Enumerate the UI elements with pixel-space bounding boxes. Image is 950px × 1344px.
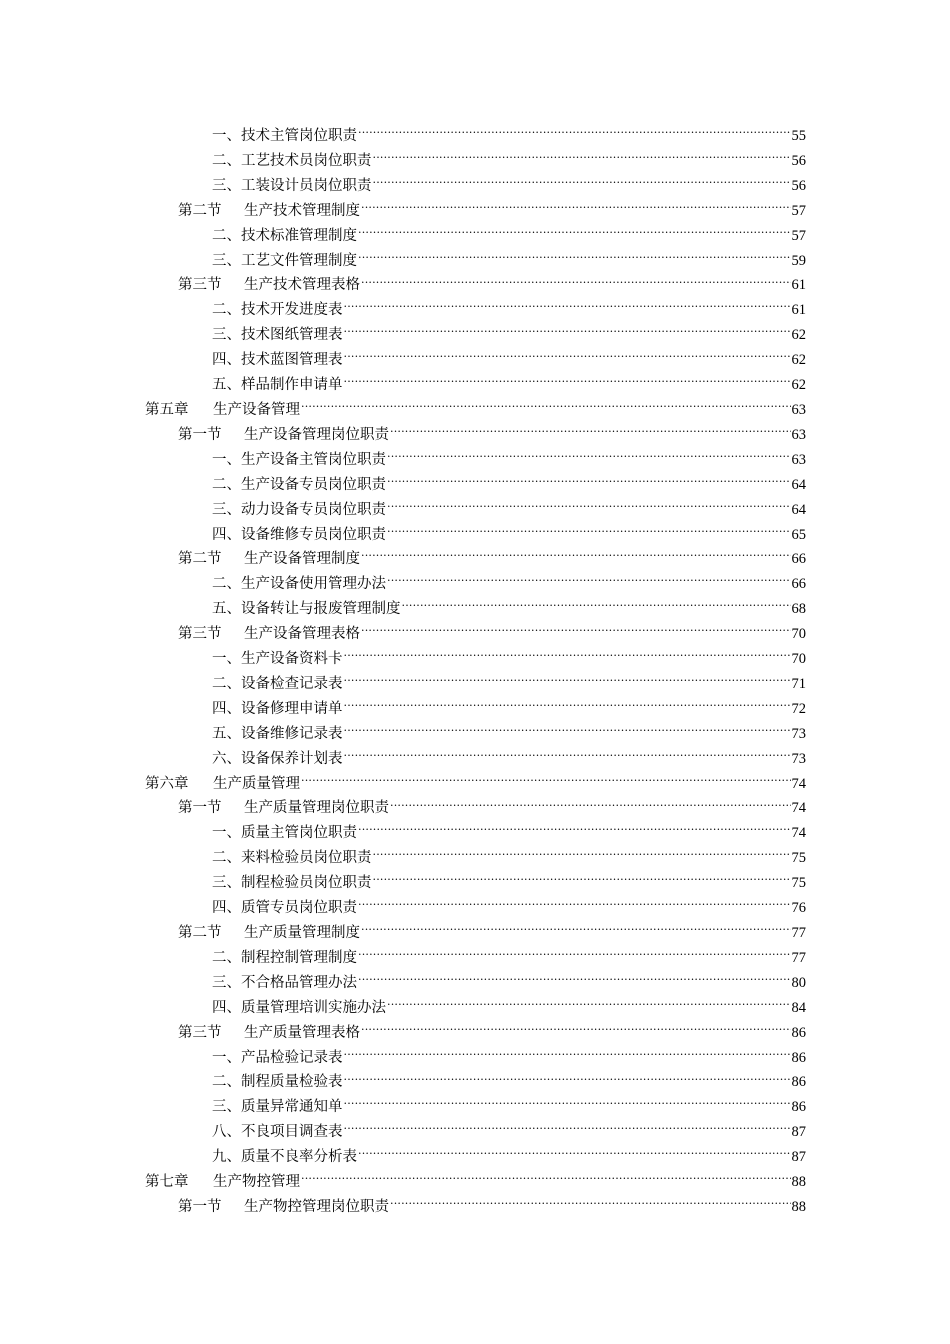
- toc-entry-page-number: 64: [791, 476, 806, 493]
- toc-entry-item[interactable]: [0, 348, 806, 373]
- dot-leader: [344, 325, 791, 340]
- toc-entry-number: 第五章: [145, 401, 189, 418]
- dot-leader: [344, 350, 791, 365]
- toc-entry-title: 三、工装设计员岗位职责: [212, 177, 372, 194]
- toc-entry-page-number: 86: [791, 1099, 806, 1116]
- toc-entry-section[interactable]: [0, 273, 806, 298]
- dot-leader: [301, 773, 791, 788]
- toc-entry-item[interactable]: [0, 1095, 806, 1120]
- toc-entry-title: 二、设备检查记录表: [212, 675, 343, 692]
- toc-entry-title: 四、设备维修专员岗位职责: [212, 526, 386, 543]
- toc-entry-title: 生产设备管理岗位职责: [244, 426, 389, 443]
- dot-leader: [358, 225, 791, 240]
- toc-entry-title: 三、技术图纸管理表: [212, 327, 343, 344]
- toc-entry-item[interactable]: [0, 174, 806, 199]
- toc-entry-number: 第一节: [178, 800, 222, 817]
- toc-entry-page-number: 73: [791, 725, 806, 742]
- toc-entry-title: 生产物控管理岗位职责: [244, 1198, 389, 1215]
- toc-entry-title: 二、生产设备专员岗位职责: [212, 476, 386, 493]
- dot-leader: [358, 972, 791, 987]
- dot-leader: [387, 449, 791, 464]
- toc-entry-number: 第六章: [145, 775, 189, 792]
- dot-leader: [387, 574, 791, 589]
- toc-entry-page-number: 71: [791, 675, 806, 692]
- dot-leader: [358, 1147, 791, 1162]
- toc-entry-page-number: 57: [791, 202, 806, 219]
- toc-entry-section[interactable]: [0, 423, 806, 448]
- toc-entry-page-number: 74: [791, 825, 806, 842]
- toc-entry-page-number: 55: [791, 128, 806, 144]
- toc-entry-title: 三、不合格品管理办法: [212, 974, 357, 991]
- toc-entry-page-number: 88: [791, 1198, 806, 1215]
- toc-entry-page-number: 80: [791, 974, 806, 991]
- toc-entry-page-number: 66: [791, 551, 806, 568]
- toc-entry-page-number: 74: [791, 800, 806, 817]
- dot-leader: [361, 200, 791, 215]
- toc-entry-title: 二、工艺技术员岗位职责: [212, 152, 372, 169]
- dot-leader: [390, 1196, 791, 1211]
- toc-entry-chapter[interactable]: [0, 772, 806, 797]
- toc-entry-title: 生产设备管理表格: [244, 626, 360, 643]
- toc-entry-number: 第一节: [178, 1198, 222, 1215]
- dot-leader: [344, 1122, 791, 1137]
- dot-leader: [361, 275, 791, 290]
- toc-entry-item[interactable]: [0, 523, 806, 548]
- dot-leader: [390, 798, 791, 813]
- toc-entry-title: 二、制程质量检验表: [212, 1074, 343, 1091]
- toc-entry-page-number: 86: [791, 1049, 806, 1066]
- toc-entry-page-number: 88: [791, 1174, 806, 1191]
- toc-entry-item[interactable]: [0, 996, 806, 1021]
- toc-entry-item[interactable]: [0, 149, 806, 174]
- toc-entry-item[interactable]: [0, 1070, 806, 1095]
- toc-entry-item[interactable]: [0, 373, 806, 398]
- toc-entry-item[interactable]: [0, 971, 806, 996]
- toc-entry-title: 四、技术蓝图管理表: [212, 352, 343, 369]
- toc-entry-item[interactable]: [0, 498, 806, 523]
- toc-entry-title: 二、技术标准管理制度: [212, 227, 357, 244]
- toc-entry-page-number: 64: [791, 501, 806, 518]
- toc-entry-page-number: 86: [791, 1024, 806, 1041]
- toc-entry-page-number: 56: [791, 177, 806, 194]
- toc-entry-title: 四、设备修理申请单: [212, 700, 343, 717]
- toc-entry-page-number: 63: [791, 426, 806, 443]
- toc-entry-item[interactable]: [0, 672, 806, 697]
- toc-entry-title: 生产质量管理制度: [244, 925, 360, 941]
- toc-entry-item[interactable]: [0, 572, 806, 597]
- toc-entry-item[interactable]: [0, 946, 806, 971]
- toc-entry-title: 三、动力设备专员岗位职责: [212, 501, 386, 518]
- toc-entry-section[interactable]: [0, 547, 806, 572]
- toc-entry-title: 生产设备管理制度: [244, 551, 360, 568]
- toc-entry-item[interactable]: [0, 224, 806, 249]
- toc-entry-title: 一、质量主管岗位职责: [212, 825, 357, 842]
- dot-leader: [387, 997, 791, 1012]
- toc-entry-page-number: 75: [791, 875, 806, 892]
- toc-entry-number: 第一节: [178, 426, 222, 443]
- dot-leader: [344, 1047, 791, 1062]
- toc-entry-title: 二、来料检验员岗位职责: [212, 850, 372, 867]
- toc-entry-item[interactable]: [0, 896, 806, 921]
- toc-entry-page-number: 74: [791, 775, 806, 792]
- toc-entry-section[interactable]: [0, 1021, 806, 1046]
- dot-leader: [373, 150, 791, 165]
- toc-entry-title: 三、制程检验员岗位职责: [212, 875, 372, 892]
- toc-entry-number: 第三节: [178, 1024, 222, 1041]
- dot-leader: [373, 175, 791, 190]
- toc-entry-page-number: 59: [791, 252, 806, 269]
- toc-entry-title: 五、设备转让与报废管理制度: [212, 601, 401, 618]
- toc-entry-item[interactable]: [0, 473, 806, 498]
- toc-entry-page-number: 62: [791, 377, 806, 394]
- toc-entry-page-number: 87: [791, 1149, 806, 1166]
- toc-entry-page-number: 61: [791, 302, 806, 319]
- toc-entry-title: 六、设备保养计划表: [212, 750, 343, 767]
- toc-entry-section[interactable]: [0, 622, 806, 647]
- toc-entry-title: 一、生产设备主管岗位职责: [212, 451, 386, 468]
- toc-entry-section[interactable]: [0, 199, 806, 224]
- toc-entry-number: 第二节: [178, 551, 222, 568]
- toc-entry-number: 第二节: [178, 925, 222, 941]
- dot-leader: [361, 549, 791, 564]
- toc-entry-item[interactable]: [0, 597, 806, 622]
- toc-entry-item[interactable]: [0, 871, 806, 896]
- toc-entry-title: 二、技术开发进度表: [212, 302, 343, 319]
- toc-entry-number: 第七章: [145, 1174, 189, 1191]
- toc-entry-title: 生产技术管理制度: [244, 202, 360, 219]
- dot-leader: [361, 624, 791, 639]
- toc-entry-title: 二、制程控制管理制度: [212, 949, 357, 966]
- dot-leader: [344, 748, 791, 763]
- toc-entry-page-number: 76: [791, 900, 806, 917]
- toc-entry-page-number: 65: [791, 526, 806, 543]
- toc-entry-title: 三、质量异常通知单: [212, 1099, 343, 1116]
- toc-entry-item[interactable]: [0, 846, 806, 871]
- toc-entry-page-number: 77: [791, 925, 806, 941]
- dot-leader: [387, 524, 791, 539]
- toc-entry-title: 生产质量管理表格: [244, 1024, 360, 1041]
- toc-entry-title: 五、设备维修记录表: [212, 725, 343, 742]
- dot-leader: [344, 1072, 791, 1087]
- dot-leader: [387, 474, 791, 489]
- toc-entry-number: 第三节: [178, 626, 222, 643]
- toc-entry-number: 第二节: [178, 202, 222, 219]
- toc-entry-title: 生产质量管理岗位职责: [244, 800, 389, 817]
- dot-leader: [358, 250, 791, 265]
- toc-entry-chapter[interactable]: [0, 398, 806, 423]
- dot-leader: [358, 823, 791, 838]
- toc-entry-title: 三、工艺文件管理制度: [212, 252, 357, 269]
- toc-entry-title: 五、样品制作申请单: [212, 377, 343, 394]
- toc-entry-section[interactable]: [0, 796, 806, 821]
- dot-leader: [344, 698, 791, 713]
- toc-entry-section[interactable]: [0, 1195, 806, 1220]
- toc-entry-page-number: 87: [791, 1124, 806, 1141]
- toc-entry-page-number: 57: [791, 227, 806, 244]
- toc-entry-title: 一、技术主管岗位职责: [212, 128, 357, 144]
- table-of-contents: [0, 124, 950, 1220]
- toc-entry-item[interactable]: [0, 1145, 806, 1170]
- dot-leader: [402, 599, 791, 614]
- toc-entry-title: 四、质管专员岗位职责: [212, 900, 357, 917]
- toc-entry-number: 第三节: [178, 277, 222, 294]
- toc-entry-page-number: 62: [791, 352, 806, 369]
- dot-leader: [344, 375, 791, 390]
- toc-entry-title: 一、产品检验记录表: [212, 1049, 343, 1066]
- dot-leader: [344, 673, 791, 688]
- toc-entry-title: 生产物控管理: [213, 1174, 300, 1191]
- toc-entry-page-number: 62: [791, 327, 806, 344]
- toc-entry-page-number: 68: [791, 601, 806, 618]
- toc-entry-page-number: 70: [791, 651, 806, 668]
- dot-leader: [344, 649, 791, 664]
- toc-entry-page-number: 77: [791, 949, 806, 966]
- toc-entry-page-number: 72: [791, 700, 806, 717]
- toc-entry-page-number: 61: [791, 277, 806, 294]
- dot-leader: [361, 1022, 791, 1037]
- toc-entry-page-number: 66: [791, 576, 806, 593]
- toc-entry-title: 四、质量管理培训实施办法: [212, 999, 386, 1016]
- dot-leader: [373, 848, 791, 863]
- toc-entry-title: 九、质量不良率分析表: [212, 1149, 357, 1166]
- toc-entry-item[interactable]: [0, 722, 806, 747]
- dot-leader: [390, 424, 791, 439]
- dot-leader: [387, 499, 791, 514]
- dot-leader: [361, 923, 791, 938]
- dot-leader: [358, 898, 791, 913]
- toc-entry-item[interactable]: [0, 647, 806, 672]
- dot-leader: [358, 947, 791, 962]
- dot-leader: [358, 126, 791, 141]
- toc-entry-item[interactable]: [0, 747, 806, 772]
- dot-leader: [344, 1097, 791, 1112]
- toc-entry-item[interactable]: [0, 249, 806, 274]
- dot-leader: [344, 300, 791, 315]
- toc-entry-page-number: 56: [791, 152, 806, 169]
- toc-entry-item[interactable]: [0, 448, 806, 473]
- toc-entry-item[interactable]: [0, 1120, 806, 1145]
- dot-leader: [301, 399, 791, 414]
- toc-entry-page-number: 63: [791, 401, 806, 418]
- toc-entry-item[interactable]: [0, 124, 806, 149]
- toc-entry-page-number: 73: [791, 750, 806, 767]
- toc-entry-title: 一、生产设备资料卡: [212, 651, 343, 668]
- toc-entry-title: 二、生产设备使用管理办法: [212, 576, 386, 593]
- toc-entry-chapter[interactable]: [0, 1170, 806, 1195]
- toc-entry-item[interactable]: [0, 1046, 806, 1071]
- dot-leader: [373, 873, 791, 888]
- dot-leader: [344, 723, 791, 738]
- toc-entry-section[interactable]: [0, 921, 806, 946]
- toc-entry-page-number: 63: [791, 451, 806, 468]
- toc-entry-item[interactable]: [0, 298, 806, 323]
- toc-entry-page-number: 84: [791, 999, 806, 1016]
- toc-entry-item[interactable]: [0, 821, 806, 846]
- toc-entry-page-number: 75: [791, 850, 806, 867]
- toc-entry-page-number: 86: [791, 1074, 806, 1091]
- toc-entry-title: 生产质量管理: [213, 775, 300, 792]
- toc-entry-title: 八、不良项目调查表: [212, 1124, 343, 1141]
- toc-entry-title: 生产设备管理: [213, 401, 300, 418]
- dot-leader: [301, 1172, 791, 1187]
- toc-entry-title: 生产技术管理表格: [244, 277, 360, 294]
- toc-entry-item[interactable]: [0, 697, 806, 722]
- toc-entry-page-number: 70: [791, 626, 806, 643]
- toc-entry-item[interactable]: [0, 323, 806, 348]
